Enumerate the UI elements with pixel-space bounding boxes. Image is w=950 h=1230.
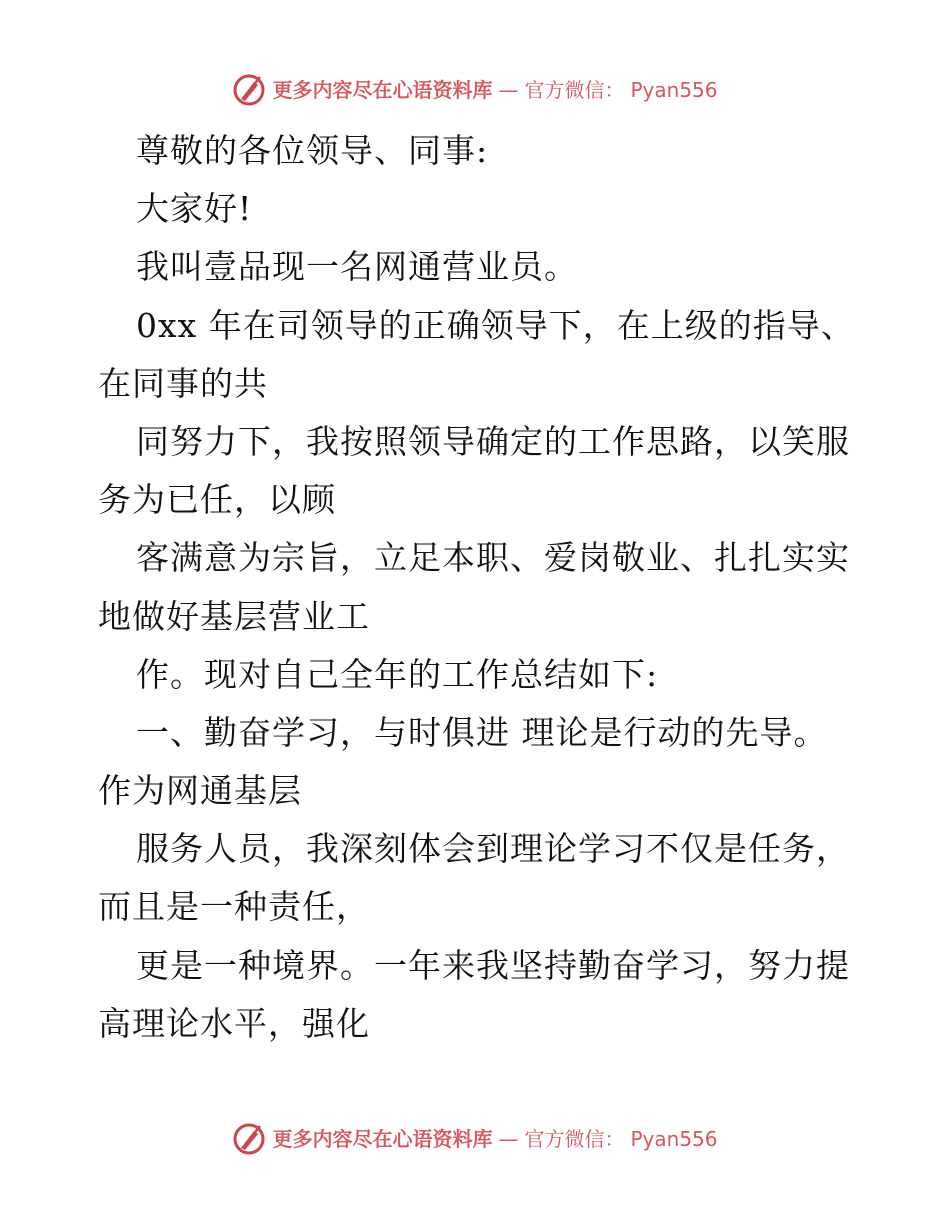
official-wechat-label: 官方微信： — [524, 1127, 625, 1151]
text-line: 尊敬的各位领导、同事: — [136, 131, 489, 170]
site-name: 更多内容尽在心语资料库 — [272, 78, 493, 102]
text-line: 0xx 年在司领导的正确领导下，在上级的指导、 — [136, 305, 855, 345]
text-line: 我叫壹品现一名网通营业员。 — [136, 247, 578, 287]
text-line: 大家好! — [136, 189, 253, 229]
text-line: 务为已任，以顾 — [98, 480, 336, 520]
official-wechat-label: 官方微信： — [524, 78, 625, 102]
wechat-id: Pyan556 — [630, 78, 718, 102]
separator-dash: — — [498, 1127, 519, 1151]
site-name: 更多内容尽在心语资料库 — [272, 1127, 493, 1151]
separator-dash: — — [498, 78, 519, 102]
text-line: 作。现对自己全年的工作总结如下: — [136, 654, 659, 694]
text-line: 客满意为宗旨，立足本职、爱岗敬业、扎扎实实 — [136, 538, 850, 578]
text-line: 而且是一种责任， — [98, 887, 370, 927]
text-line: 服务人员，我深刻体会到理论学习不仅是任务， — [136, 829, 850, 869]
text-line: 同努力下，我按照领导确定的工作思路，以笑服 — [136, 421, 850, 461]
text-line: 地做好基层营业工 — [98, 596, 370, 636]
text-line: 一、勤奋学习，与时俱进 理论是行动的先导。 — [136, 712, 828, 752]
quill-logo-icon — [232, 73, 266, 107]
text-line: 作为网通基层 — [98, 771, 302, 811]
quill-logo-icon — [232, 1122, 266, 1156]
text-line: 高理论水平，强化 — [98, 1003, 370, 1043]
text-line: 更是一种境界。一年来我坚持勤奋学习，努力提 — [136, 945, 850, 985]
document-body — [98, 122, 858, 1053]
text-line: 在同事的共 — [98, 363, 268, 403]
footer-banner — [0, 1119, 950, 1159]
wechat-id: Pyan556 — [630, 1127, 718, 1151]
header-banner — [0, 70, 950, 110]
